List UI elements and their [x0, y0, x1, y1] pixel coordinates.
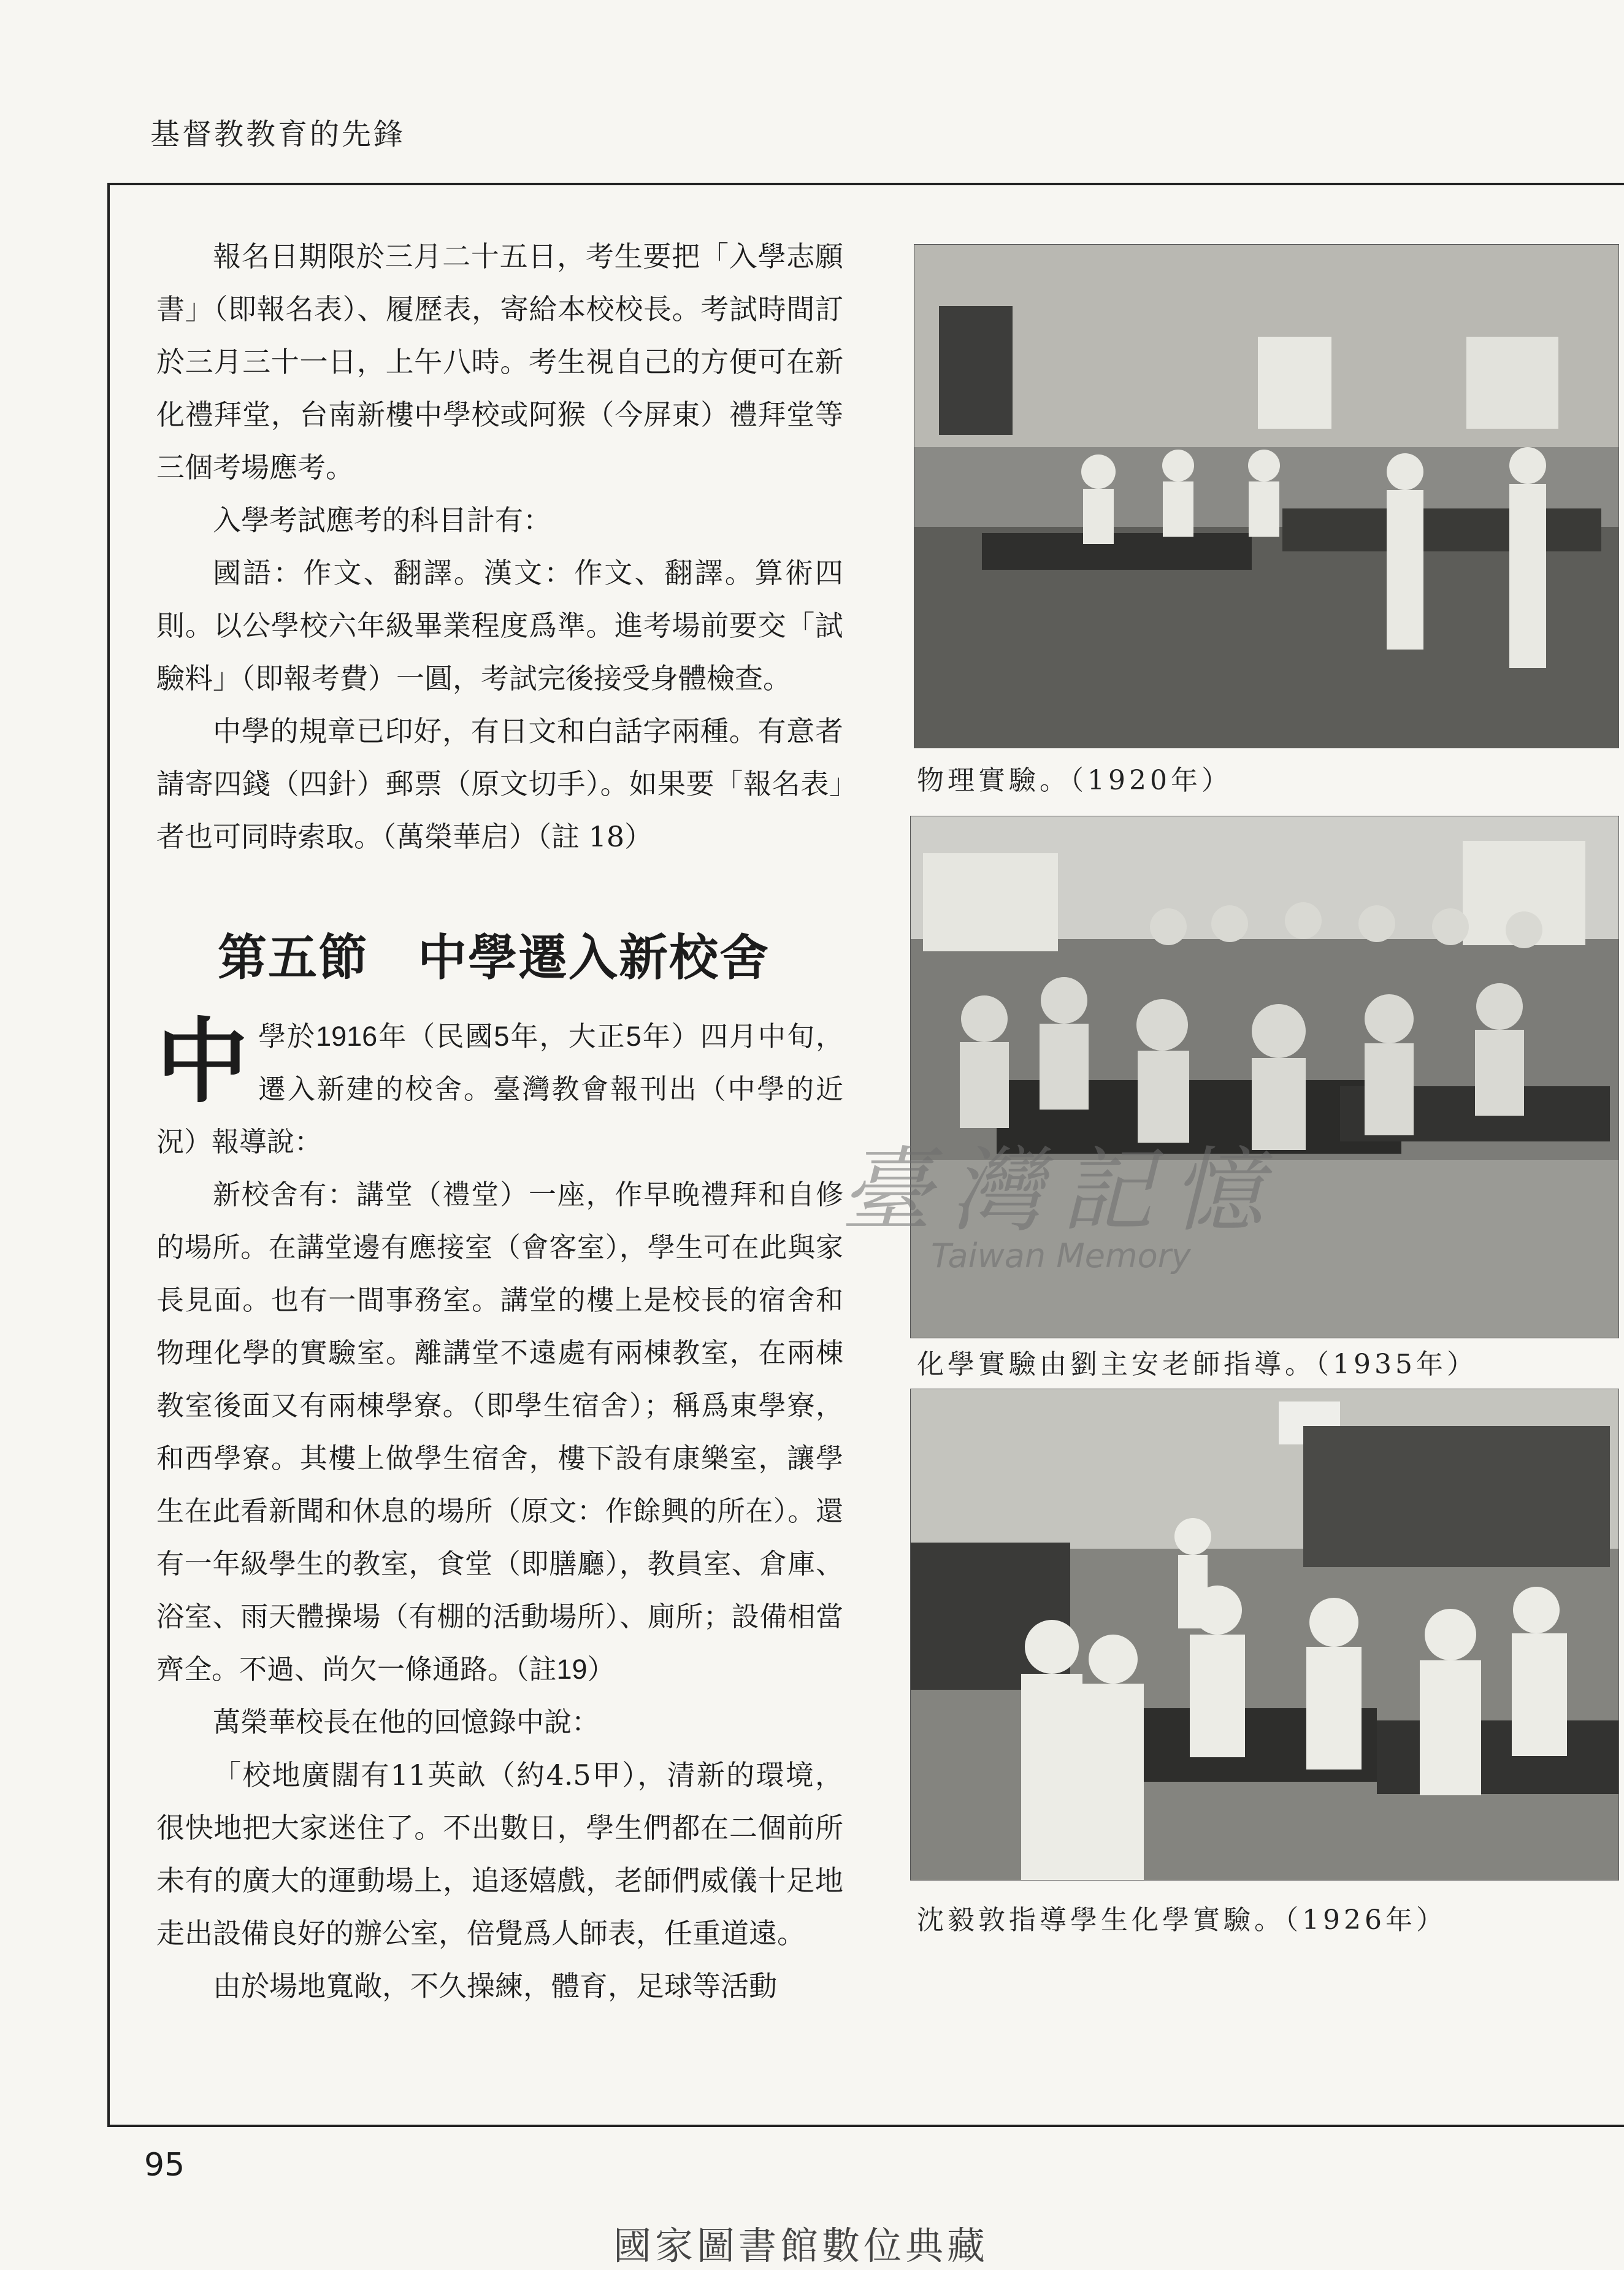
paragraph-regulations: 中學的規章已印好，有日文和白話字兩種。有意者請寄四錢（四針）郵票（原文切手）。如果要「報名表」者也可同時索取。（萬榮華启）（註 18） — [156, 715, 843, 853]
watermark-taiwan-memory — [810, 1116, 1312, 1275]
lead-paragraph — [156, 1010, 843, 1168]
watermark-chinese: 臺灣記憶 — [840, 1138, 1282, 1244]
paragraph-memoir-quote: 「校地廣闊有11英畝（約4.5甲），清新的環境，很快地把大家迷住了。不出數日，學生們都在二個前所未有的廣大的運動場上，追逐嬉戲，老師們威儀十足地走出設備良好的辦公室，倍覺爲人師表，任重道遠。 — [156, 1758, 843, 1950]
paragraph-new-campus: 新校舍有：講堂（禮堂）一座，作早晚禮拜和自修的場所。在講堂邊有應接室（會客室），學生可在此與家長見面。也有一間事務室。講堂的樓上是校長的宿舍和物理化學的實驗室。離講堂不遠處有兩棟教室，在兩棟教室後面又有兩棟學寮。（即學生宿舍）；稱爲東學寮，和西學寮。其樓上做學生宿舍，樓下設有康樂室，讓學生在此看新聞和休息的場所（原文：作餘興的所在）。還有一年級學生的教室，食堂（即膳廳），教員室、倉庫、浴室、雨天體操場（有棚的活動場所）、廁所；設備相當齊全。不過、尚欠一條通路。（註19） — [156, 1179, 843, 1685]
section-title: 中學遷入新校舍 — [418, 929, 770, 986]
watermark-english: Taiwan Memory — [931, 1237, 1191, 1275]
caption-chemistry-1926: 沈毅敦指導學生化學實驗。（1926年） — [917, 1904, 1447, 1936]
paragraph-registration: 報名日期限於三月二十五日，考生要把「入學志願書」（即報名表）、履歷表，寄給本校校長。考試時間訂於三月三十一日，上午八時。考生視自己的方便可在新化禮拜堂，台南新樓中學校或阿猴（今屏東）禮拜堂等三個考場應考。 — [156, 240, 843, 484]
section-number: 第五節 — [218, 929, 369, 986]
paragraph-subjects-intro: 入學考試應考的科目計有： — [213, 504, 551, 537]
paragraph-subjects: 國語：作文、翻譯。漢文：作文、翻譯。算術四則。以公學校六年級畢業程度爲準。進考場前要交「試驗料」（即報考費）一圓，考試完後接受身體檢查。 — [156, 556, 843, 695]
photo-chemistry-1926-illustration — [911, 1389, 1618, 1880]
frame-top-rule — [107, 183, 1624, 185]
photo-physics-experiment — [914, 244, 1619, 748]
paragraph-activities: 由於場地寬敞，不久操練，體育，足球等活動 — [213, 1969, 777, 2003]
photo-physics-illustration — [914, 245, 1618, 748]
footer-archive-label: 國家圖書館數位典藏 — [613, 2223, 989, 2268]
caption-physics: 物理實驗。（1920年） — [917, 765, 1232, 796]
frame-left-rule — [107, 183, 110, 2125]
running-head: 基督教教育的先鋒 — [150, 117, 406, 151]
section-heading — [218, 924, 843, 992]
frame-bottom-rule — [107, 2125, 1624, 2127]
drop-cap: 中 — [156, 1009, 249, 1116]
page-number: 95 — [144, 2147, 185, 2184]
caption-chemistry-1935: 化學實驗由劉主安老師指導。（1935年） — [917, 1349, 1477, 1380]
paragraph-memoir-intro: 萬榮華校長在他的回憶錄中說： — [213, 1706, 600, 1738]
photo-chemistry-1926 — [910, 1389, 1619, 1881]
lead-text: 學於1916年（民國5年，大正5年）四月中旬，遷入新建的校舍。臺灣教會報刊出（中學的近況）報導說： — [156, 1021, 843, 1157]
text-column — [156, 230, 843, 2012]
